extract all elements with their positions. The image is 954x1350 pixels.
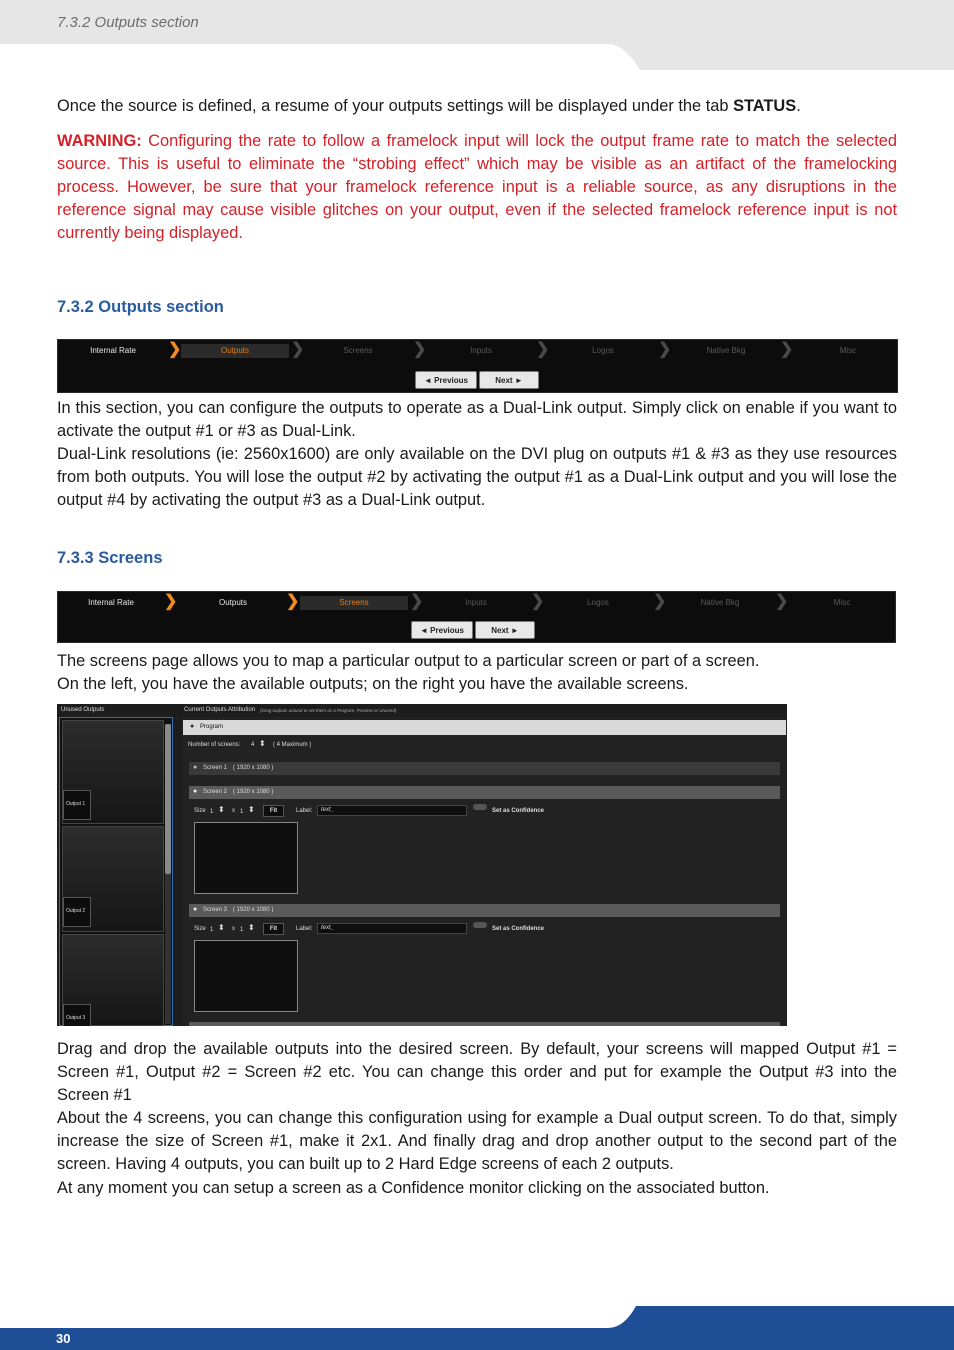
- screens-paragraph-1: The screens page allows you to map a particular output to a particular screen or part of a screen.: [57, 652, 760, 670]
- outputs-paragraph-1: In this section, you can configure the outputs to operate as a Dual-Link output. Simply click on enable if you want to activate the output #1 or #3 as Dual-Link.: [57, 399, 897, 440]
- screen-res: ( 1920 x 1080 ): [233, 789, 274, 795]
- chevron-right-icon: ❯: [780, 341, 794, 358]
- collapse-icon[interactable]: ●: [193, 788, 198, 795]
- size-x: x: [232, 808, 235, 814]
- num-screens-max: ( 4 Maximum ): [273, 742, 312, 748]
- header-band: [0, 0, 954, 70]
- step-logos[interactable]: Logos: [587, 598, 609, 607]
- screens-paragraph-5: At any moment you can setup a screen as a Confidence monitor clicking on the associated button.: [57, 1179, 770, 1197]
- step-misc[interactable]: Misc: [839, 346, 857, 355]
- screen-header[interactable]: [189, 1022, 780, 1026]
- warning-paragraph: WARNING: Configuring the rate to follow a framelock input will lock the output frame rate to match the selected source. This is useful to eliminate the “strobing effect” which may be visible as an artifact of the framelocking process. However, be sure that your framelock reference input is a reliable source, as any disruptions in the reference signal may cause visible glitches on your output, even if the selected framelock reference input is not currently being displayed.: [57, 132, 897, 242]
- current-outputs-hint: (Drag outputs around to set them as a Program, Preview or Unused): [260, 708, 397, 713]
- screen-header[interactable]: [189, 762, 780, 775]
- fit-button[interactable]: Fit: [263, 923, 284, 935]
- screen-header[interactable]: [189, 904, 780, 917]
- outputs-paragraph-2: Dual-Link resolutions (ie: 2560x1600) are only available on the DVI plug on outputs #1 & #3 as they use resources from both outputs. You will lose the output #2 by activating the output #1 as a Dual-Link output and you will lose the output #4 by activating the output #3 as a Dual-Link output.: [57, 445, 897, 509]
- status-tab-name: STATUS: [733, 97, 797, 115]
- wizard-bar-outputs: [57, 339, 898, 393]
- screen-res: ( 1920 x 1080 ): [233, 907, 274, 913]
- screens-screenshot: [57, 704, 787, 1026]
- program-header[interactable]: [183, 720, 786, 735]
- size-label: Size: [194, 926, 206, 932]
- chevron-right-icon: ❯: [536, 341, 550, 358]
- step-outputs[interactable]: Outputs: [181, 344, 289, 358]
- screen-label-input[interactable]: text_: [317, 923, 467, 934]
- size-height[interactable]: 1: [240, 809, 244, 815]
- num-screens-value[interactable]: 4: [251, 742, 255, 748]
- step-native-bkg[interactable]: Native Bkg: [706, 346, 746, 355]
- previous-button[interactable]: ◄ Previous: [411, 621, 473, 639]
- chevron-right-icon: ❯: [410, 593, 424, 610]
- stepper-icon[interactable]: ⬍: [248, 805, 255, 814]
- size-label: Size: [194, 808, 206, 814]
- fit-button[interactable]: Fit: [263, 805, 284, 817]
- step-internal-rate[interactable]: Internal Rate: [90, 346, 136, 355]
- step-internal-rate[interactable]: Internal Rate: [88, 598, 134, 607]
- chevron-right-icon: ❯: [168, 341, 182, 358]
- stepper-icon[interactable]: ⬍: [248, 923, 255, 932]
- expand-icon[interactable]: ●: [193, 764, 198, 771]
- collapse-icon[interactable]: ●: [190, 723, 195, 730]
- screen-label: Screen 1: [203, 765, 228, 771]
- unused-outputs-title: Unused Outputs: [61, 707, 105, 713]
- chevron-right-icon: ❯: [413, 341, 427, 358]
- confidence-label: Set as Confidence: [492, 808, 545, 814]
- page-number: 30: [56, 1331, 71, 1346]
- screen-res: ( 1920 x 1080 ): [233, 765, 274, 771]
- output-label: Output 2: [66, 908, 86, 914]
- step-inputs[interactable]: Inputs: [465, 598, 487, 607]
- stepper-icon[interactable]: ⬍: [259, 739, 266, 748]
- step-inputs[interactable]: Inputs: [470, 346, 492, 355]
- step-native-bkg[interactable]: Native Bkg: [700, 598, 740, 607]
- size-width[interactable]: 1: [210, 927, 214, 933]
- step-screens[interactable]: Screens: [343, 346, 373, 355]
- size-height[interactable]: 1: [240, 927, 244, 933]
- label-label: Label:: [296, 926, 313, 932]
- num-screens-label: Number of screens:: [188, 742, 241, 748]
- next-button[interactable]: Next ►: [475, 621, 535, 639]
- chevron-right-icon: ❯: [286, 593, 300, 610]
- screen-label: Screen 2: [203, 789, 228, 795]
- footer-band: [0, 1300, 954, 1350]
- screen-preview[interactable]: [194, 822, 298, 894]
- stepper-icon[interactable]: ⬍: [218, 805, 225, 814]
- current-outputs-title: Current Outputs Attribution: [184, 707, 256, 713]
- unused-scrollbar-thumb[interactable]: [165, 724, 171, 874]
- chevron-right-icon: ❯: [164, 593, 178, 610]
- step-outputs[interactable]: Outputs: [218, 598, 247, 607]
- output-label: Output 1: [66, 801, 86, 807]
- confidence-toggle[interactable]: [473, 804, 487, 810]
- warning-label: WARNING:: [57, 132, 142, 150]
- chevron-right-icon: ❯: [775, 593, 789, 610]
- intro-paragraph: Once the source is defined, a resume of your outputs settings will be displayed under the tab STATUS.: [57, 97, 801, 115]
- screens-paragraph-3: Drag and drop the available outputs into the desired screen. By default, your screens will mapped Output #1 = Screen #1, Output #2 = Screen #2 etc. You can change this order and put for example the Output #3 into the Screen #1: [57, 1040, 897, 1104]
- screen-preview[interactable]: [194, 940, 298, 1012]
- outputs-heading: 7.3.2 Outputs section: [57, 298, 224, 316]
- chevron-right-icon: ❯: [291, 341, 305, 358]
- label-label: Label:: [296, 808, 313, 814]
- screen-label: Screen 3: [203, 907, 228, 913]
- confidence-label: Set as Confidence: [492, 926, 545, 932]
- screen-label-input[interactable]: text_: [317, 805, 467, 816]
- screens-heading: 7.3.3 Screens: [57, 549, 163, 567]
- chevron-right-icon: ❯: [653, 593, 667, 610]
- output-label: Output 3: [66, 1015, 86, 1021]
- collapse-icon[interactable]: ●: [193, 906, 198, 913]
- step-logos[interactable]: Logos: [592, 346, 614, 355]
- chevron-right-icon: ❯: [531, 593, 545, 610]
- wizard-bar-screens: [57, 591, 896, 643]
- step-misc[interactable]: Misc: [833, 598, 851, 607]
- size-x: x: [232, 926, 235, 932]
- previous-button[interactable]: ◄ Previous: [415, 371, 477, 389]
- screens-paragraph-2: On the left, you have the available outputs; on the right you have the available screens.: [57, 675, 689, 693]
- step-screens[interactable]: Screens: [300, 596, 408, 610]
- size-width[interactable]: 1: [210, 809, 214, 815]
- stepper-icon[interactable]: ⬍: [218, 923, 225, 932]
- confidence-toggle[interactable]: [473, 922, 487, 928]
- screens-paragraph-4: About the 4 screens, you can change this configuration using for example a Dual output screen. To do that, simply increase the size of Screen #1, make it 2x1. And finally drag and drop another output to the second part of the screen. Having 4 outputs, you can built up to 2 Hard Edge screens of each 2 outputs.: [57, 1109, 897, 1173]
- chevron-right-icon: ❯: [658, 341, 672, 358]
- next-button[interactable]: Next ►: [479, 371, 539, 389]
- program-label: Program: [200, 724, 224, 730]
- screen-header[interactable]: [189, 786, 780, 799]
- running-header: 7.3.2 Outputs section: [57, 14, 199, 31]
